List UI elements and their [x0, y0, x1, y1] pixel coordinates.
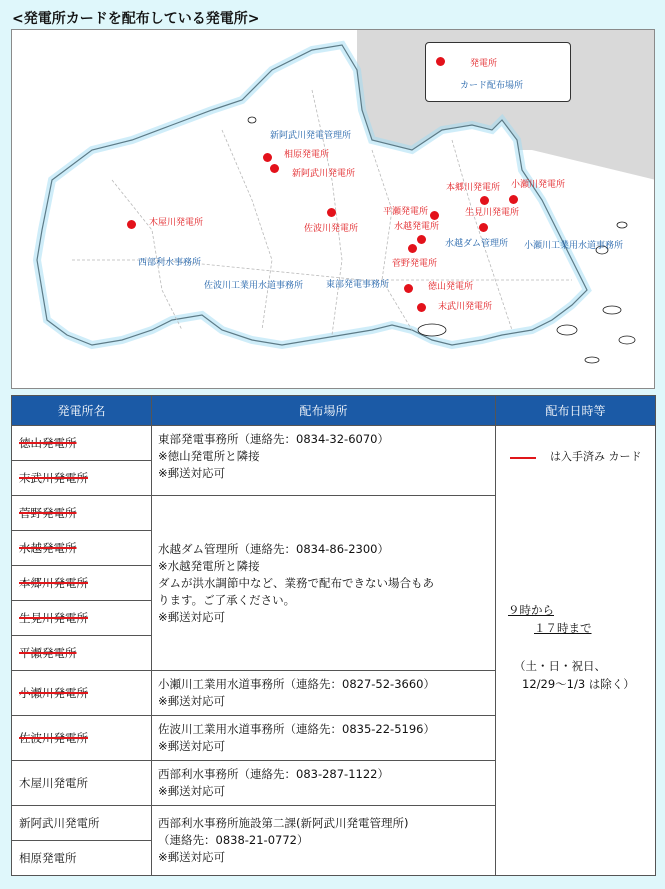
label-mizukoshi: 水越発電所 — [394, 222, 440, 232]
plant-name: 徳山発電所 — [19, 435, 77, 450]
marker-suetake — [417, 303, 426, 312]
place-cell — [152, 496, 496, 671]
marker-mizukoshi — [417, 235, 426, 244]
marker-tokuyama — [404, 284, 413, 293]
place-line: ※郵送対応可 — [158, 694, 226, 708]
label-shinasa: 新阿武川発電所 — [292, 169, 356, 179]
map-legend — [425, 42, 571, 102]
header-place: 配布場所 — [152, 396, 496, 426]
marker-kose — [509, 195, 518, 204]
place-line: 東部発電事務所（連絡先：0834-32-6070） — [158, 432, 389, 446]
plant-name: 水越発電所 — [19, 540, 77, 555]
place-cell — [152, 716, 496, 761]
place-cell — [152, 761, 496, 806]
plant-name: 菅野発電所 — [19, 505, 77, 520]
label-sabagawa: 佐波川発電所 — [304, 224, 359, 234]
plant-name: 相原発電所 — [19, 850, 77, 865]
place-line: ※郵送対応可 — [158, 739, 226, 753]
time-to: １７時まで — [534, 621, 592, 635]
plant-name: 佐波川発電所 — [19, 730, 88, 745]
label-hirase: 平瀬発電所 — [383, 207, 429, 217]
header-date: 配布日時等 — [496, 396, 656, 426]
place-line: 西部利水事務所（連絡先：083-287-1122） — [158, 767, 389, 781]
place-line: 小瀬川工業用水道事務所（連絡先：0827-52-3660） — [158, 677, 435, 691]
label-kose-water: 小瀬川工業用水道事務所 — [524, 241, 624, 251]
plant-name: 新阿武川発電所 — [19, 815, 100, 830]
place-line: ダムが洪水調節中など、業務で配布できない場合もあ — [158, 575, 434, 590]
date-cell — [496, 426, 656, 876]
legend-place-label: カード配布場所 — [460, 81, 524, 91]
label-aibara: 相原発電所 — [284, 150, 330, 160]
header-plant-name: 発電所名 — [12, 396, 152, 426]
place-line: （連絡先：0838-21-0772） — [158, 833, 309, 847]
legend-plant-label: 発電所 — [470, 59, 498, 69]
red-line-icon — [510, 457, 536, 459]
place-cell — [152, 671, 496, 716]
plant-name: 木屋川発電所 — [19, 775, 88, 790]
holiday-note-1: （土・日・祝日、 — [514, 659, 606, 673]
label-shinasa-office: 新阿武川発電管理所 — [270, 131, 352, 141]
place-line: ※郵送対応可 — [158, 850, 226, 864]
place-line: ※郵送対応可 — [158, 609, 226, 624]
label-suetake: 末武川発電所 — [438, 302, 493, 312]
place-line: 佐波川工業用水道事務所（連絡先：0835-22-5196） — [158, 722, 435, 736]
place-line: ※水越発電所と隣接 — [158, 558, 260, 573]
holiday-note-2: 12/29～1/3 は除く） — [522, 677, 635, 691]
distribution-table — [11, 395, 656, 876]
place-line: ります。ご了承ください。 — [158, 592, 296, 607]
marker-hongo — [480, 196, 489, 205]
place-cell — [152, 806, 496, 876]
plant-name: 末武川発電所 — [19, 470, 88, 485]
place-cell — [152, 426, 496, 496]
plant-name: 本郷川発電所 — [19, 575, 88, 590]
marker-sugano — [408, 244, 417, 253]
marker-sabagawa — [327, 208, 336, 217]
label-sabagawa-water: 佐波川工業用水道事務所 — [204, 281, 304, 291]
place-line: 水越ダム管理所（連絡先：0834-86-2300） — [158, 541, 389, 556]
label-mizukoshi-dam: 水越ダム管理所 — [445, 239, 509, 249]
plant-name: 小瀬川発電所 — [19, 685, 88, 700]
place-line: ※郵送対応可 — [158, 466, 226, 480]
place-line: 西部利水事務所施設第二課(新阿武川発電管理所) — [158, 816, 409, 830]
page-title: <発電所カードを配布している発電所> — [12, 11, 260, 27]
plant-name: 生見川発電所 — [19, 610, 88, 625]
place-line: ※徳山発電所と隣接 — [158, 449, 260, 463]
time-from: ９時から — [508, 603, 554, 617]
plant-name: 平瀬発電所 — [19, 645, 77, 660]
label-ikumi: 生見川発電所 — [465, 208, 520, 218]
place-line: ※郵送対応可 — [158, 784, 226, 798]
label-nishiasa: 西部利水事務所 — [138, 258, 202, 268]
label-kiyagawa: 木屋川発電所 — [149, 218, 204, 228]
marker-shinasa — [270, 164, 279, 173]
label-tobu: 東部発電事務所 — [326, 280, 390, 290]
table-row — [12, 426, 656, 461]
marker-aibara — [263, 153, 272, 162]
marker-ikumi — [479, 223, 488, 232]
label-tokuyama: 徳山発電所 — [428, 282, 474, 292]
map — [11, 29, 655, 389]
key-text: は入手済み カード — [550, 450, 642, 463]
label-kose: 小瀬川発電所 — [511, 180, 566, 190]
legend-plant-dot — [436, 57, 445, 66]
label-sugano: 菅野発電所 — [392, 259, 438, 269]
marker-kiyagawa — [127, 220, 136, 229]
marker-hirase — [430, 211, 439, 220]
label-hongo: 本郷川発電所 — [446, 183, 501, 193]
